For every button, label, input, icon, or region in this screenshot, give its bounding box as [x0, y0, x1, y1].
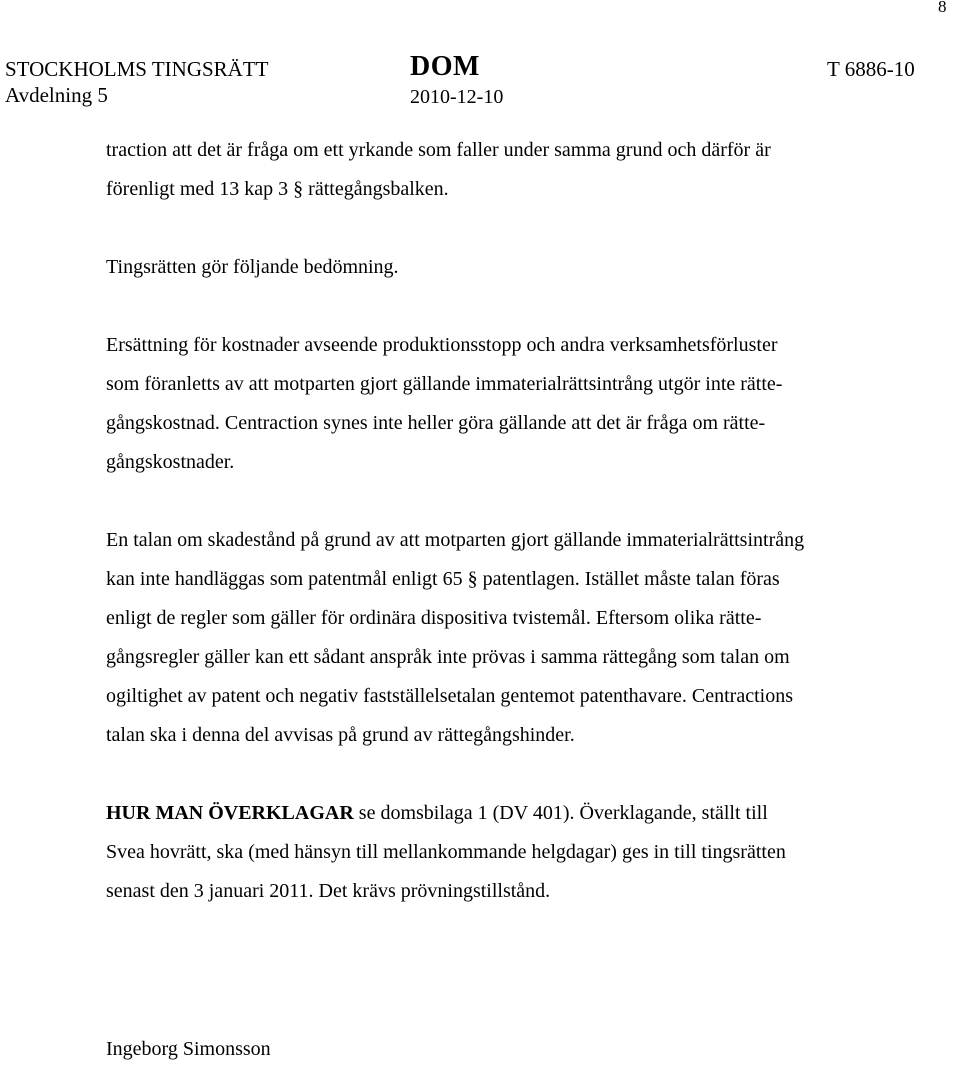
page-number: 8: [938, 0, 947, 16]
text-line: Tingsrätten gör följande bedömning.: [106, 256, 399, 278]
paragraph-2: [106, 248, 926, 287]
text-line: gångsregler gäller kan ett sådant anspråk inte prövas i samma rättegång som talan om: [106, 646, 790, 668]
text-line: enligt de regler som gäller för ordinära dispositiva tvistemål. Eftersom olika rätte-: [106, 607, 762, 629]
division: Avdelning 5: [5, 83, 108, 107]
text-line: gångskostnader.: [106, 451, 235, 473]
appeal-text: se domsbilaga 1 (DV 401). Överklagande, ställt till: [353, 802, 768, 824]
text-line: kan inte handläggas som patentmål enligt 65 § patentlagen. Istället måste talan föras: [106, 568, 780, 590]
text-line: [106, 794, 926, 833]
court-name: STOCKHOLMS TINGSRÄTT: [5, 57, 269, 81]
text-line: Svea hovrätt, ska (med hänsyn till mellankommande helgdagar) ges in till tingsrätten: [106, 841, 786, 863]
paragraph-1: [106, 131, 926, 209]
document-type: DOM: [410, 51, 480, 82]
case-number: T 6886-10: [827, 57, 915, 81]
text-line: förenligt med 13 kap 3 § rättegångsbalken.: [106, 178, 449, 200]
appeal-heading: HUR MAN ÖVERKLAGAR: [106, 802, 354, 824]
text-line: En talan om skadestånd på grund av att motparten gjort gällande immaterialrättsintrång: [106, 529, 805, 551]
text-line: senast den 3 januari 2011. Det krävs prövningstillstånd.: [106, 880, 551, 902]
appeal-paragraph: [106, 794, 926, 911]
text-line: ogiltighet av patent och negativ fastställelsetalan gentemot patenthavare. Centractions: [106, 685, 793, 707]
text-line: traction att det är fråga om ett yrkande som faller under samma grund och därför är: [106, 139, 771, 161]
text-line: Ersättning för kostnader avseende produktionsstopp och andra verksamhetsförluster: [106, 334, 778, 356]
text-line: gångskostnad. Centraction synes inte heller göra gällande att det är fråga om rätte-: [106, 412, 766, 434]
paragraph-4: [106, 521, 926, 755]
text-line: som föranletts av att motparten gjort gällande immaterialrättsintrång utgör inte rätte-: [106, 373, 783, 395]
text-line: talan ska i denna del avvisas på grund av rättegångshinder.: [106, 724, 575, 746]
signature-name: Ingeborg Simonsson: [106, 1038, 271, 1060]
signature: [106, 1030, 926, 1069]
document-date: 2010-12-10: [410, 86, 504, 108]
paragraph-3: [106, 326, 926, 482]
